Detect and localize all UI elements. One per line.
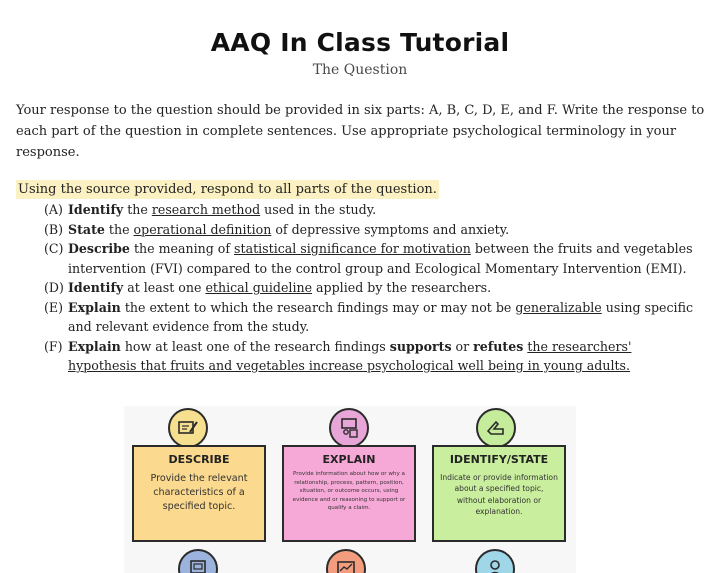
part-verb: Describe — [68, 241, 130, 256]
part-label: (A) — [44, 202, 63, 217]
card-description: Provide the relevant characteristics of a specified topic. — [150, 473, 248, 512]
key-term: generalizable — [515, 299, 602, 315]
task-verb-infographic — [124, 406, 576, 573]
explain-card — [282, 445, 416, 542]
part-d: (D) Identify at least one ethical guideline applied by the researchers. — [44, 278, 694, 298]
part-label: (E) — [44, 299, 64, 315]
part-b: (B) State the operational definition of depressive symptoms and anxiety. — [44, 220, 694, 240]
person-icon — [475, 549, 515, 573]
presentation-icon — [329, 408, 369, 448]
page-subtitle: The Question — [312, 62, 408, 78]
card-title: DESCRIBE — [168, 453, 230, 466]
card-title: EXPLAIN — [322, 453, 376, 466]
part-label: (C) — [44, 241, 64, 256]
identify-state-card — [432, 445, 566, 542]
intro-paragraph: Your response to the question should be provided in six parts: A, B, C, D, E, and F. Write the response to each part of the question in complete sentences. Use appropriate psychological terminology in your response. — [16, 103, 705, 160]
key-term: the researchers' hypothesis that fruits and vegetables increase psychological well being in young adults. — [68, 338, 632, 373]
card-description: Provide information about how or why a relationship, process, pattern, position, situation, or outcome occurs, using evidence and or reasoning to support or qualify a claim. — [292, 471, 406, 512]
part-verb: Explain — [68, 299, 121, 315]
refutes-term: refutes — [473, 338, 524, 354]
part-label: (D) — [44, 280, 64, 295]
instruction-highlight: Using the source provided, respond to all parts of the question. — [18, 182, 437, 197]
key-term: operational definition — [133, 221, 272, 237]
card-description: Indicate or provide information about a specified topic, without elaboration or explanation. — [440, 473, 558, 517]
document-pen-icon — [168, 408, 208, 448]
part-e: (E) Explain the extent to which the research findings may or may not be generalizable using specific and relevant evidence from the study. — [44, 298, 694, 337]
describe-card — [132, 445, 266, 542]
part-verb: Identify — [68, 202, 124, 217]
key-term: ethical guideline — [205, 280, 313, 295]
chart-icon — [326, 549, 366, 573]
key-term: statistical significance for motivation — [234, 241, 471, 256]
key-term: research method — [151, 202, 261, 217]
pointing-hand-icon — [476, 408, 516, 448]
part-a: (A) Identify the research method used in the study. — [44, 200, 694, 220]
part-verb: Explain — [68, 338, 121, 354]
card-title: IDENTIFY/STATE — [449, 453, 549, 466]
part-c: (C) Describe the meaning of statistical significance for motivation between the fruits and vegetables intervention (FVI) compared to the control group and Ecological Momentary Intervention (EMI). — [44, 239, 694, 278]
question-parts — [44, 200, 694, 376]
part-f: (F) Explain how at least one of the research findings supports or refutes the researchers' hypothesis that fruits and vegetables increase psychological well being in young adults. — [44, 337, 694, 376]
supports-term: supports — [389, 338, 452, 354]
part-verb: Identify — [68, 280, 124, 295]
part-label: (F) — [44, 338, 63, 354]
part-label: (B) — [44, 221, 64, 237]
part-verb: State — [68, 221, 105, 237]
machine-icon — [178, 549, 218, 573]
page-title: AAQ In Class Tutorial — [210, 28, 510, 57]
